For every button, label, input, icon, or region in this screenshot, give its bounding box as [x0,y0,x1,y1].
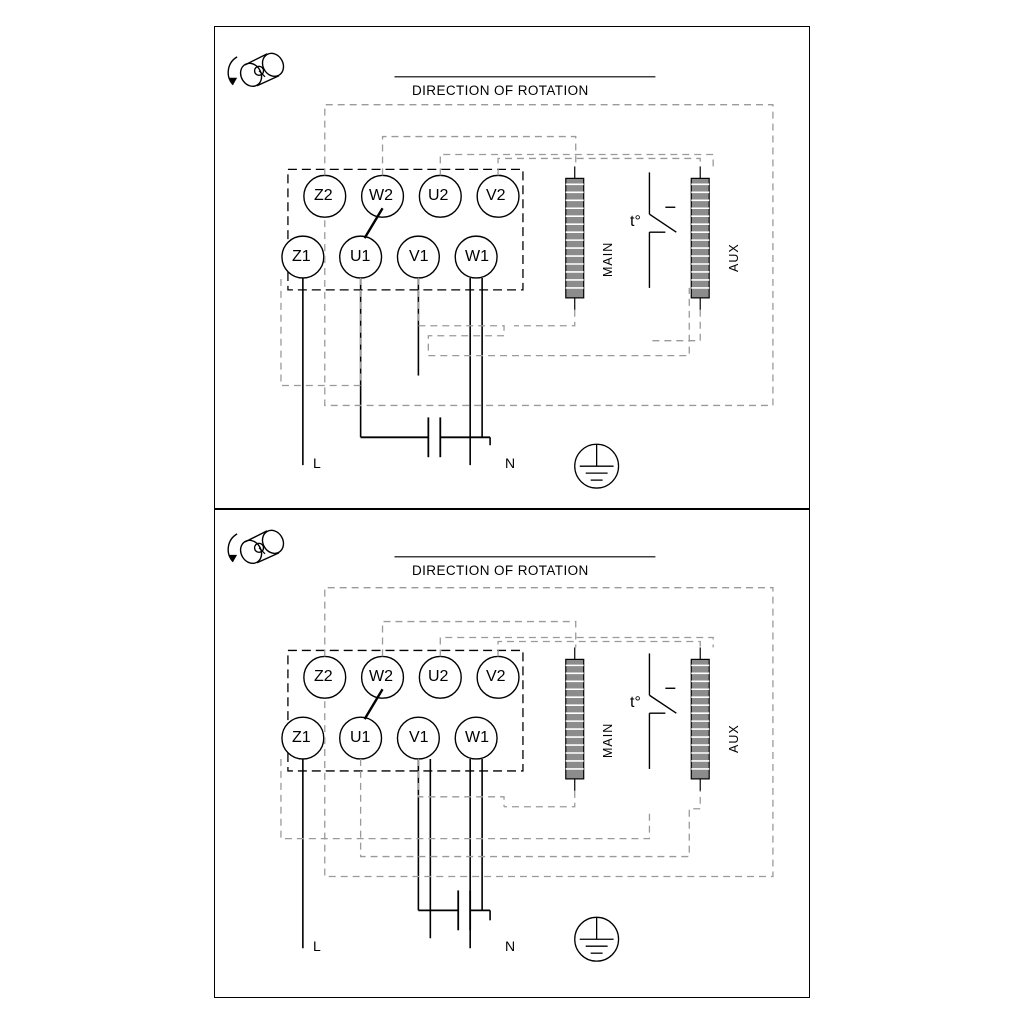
terminal-label-w2-top: W2 [369,187,393,204]
terminal-label-v1-top: V1 [409,248,429,265]
panel-top-title: DIRECTION OF ROTATION [412,83,589,98]
terminal-label-z1-bottom: Z1 [292,729,311,746]
thermal-switch-label-top: t° [630,213,641,230]
terminal-label-w1-top: W1 [465,248,489,265]
panel-bottom-title: DIRECTION OF ROTATION [412,563,589,578]
panel-top-schematic [215,27,809,508]
motor-shaft-rotation-cw-icon [228,527,287,568]
thermal-switch-label-bottom: t° [630,694,641,711]
terminal-label-z2-top: Z2 [314,187,333,204]
terminal-label-z2-bottom: Z2 [314,668,333,685]
thermal-switch-symbol [649,653,676,769]
aux-winding-label-bottom: AUX [727,724,741,753]
terminal-label-v2-bottom: V2 [486,668,506,685]
supply-line-label-bottom: L [313,938,321,954]
terminal-label-u2-top: U2 [428,187,449,204]
supply-neutral-label-top: N [505,455,516,471]
motor-shaft-rotation-ccw-icon [228,50,287,91]
terminal-label-v2-top: V2 [486,187,506,204]
main-winding-symbol [566,647,584,790]
main-winding-symbol [566,166,584,309]
thermal-switch-symbol [649,172,676,288]
terminal-label-w2-bottom: W2 [369,668,393,685]
terminal-label-u2-bottom: U2 [428,668,449,685]
aux-winding-symbol [691,166,709,309]
panel-bottom-schematic [215,510,809,997]
ground-symbol [575,444,619,488]
wiring-diagram-panel-top [214,26,810,509]
aux-winding-label-top: AUX [727,243,741,272]
terminal-label-z1-top: Z1 [292,248,311,265]
main-winding-label-top: MAIN [601,241,615,277]
supply-line-label-top: L [313,455,321,471]
main-winding-label-bottom: MAIN [601,722,615,758]
aux-winding-symbol [691,647,709,790]
terminal-label-v1-bottom: V1 [409,729,429,746]
ground-symbol [575,917,619,961]
terminal-label-w1-bottom: W1 [465,729,489,746]
supply-conductors [303,759,490,948]
capacitor-symbol [418,890,490,930]
terminal-label-u1-top: U1 [350,248,371,265]
wiring-diagram-panel-bottom [214,509,810,998]
supply-neutral-label-bottom: N [505,938,516,954]
terminal-label-u1-bottom: U1 [350,729,371,746]
